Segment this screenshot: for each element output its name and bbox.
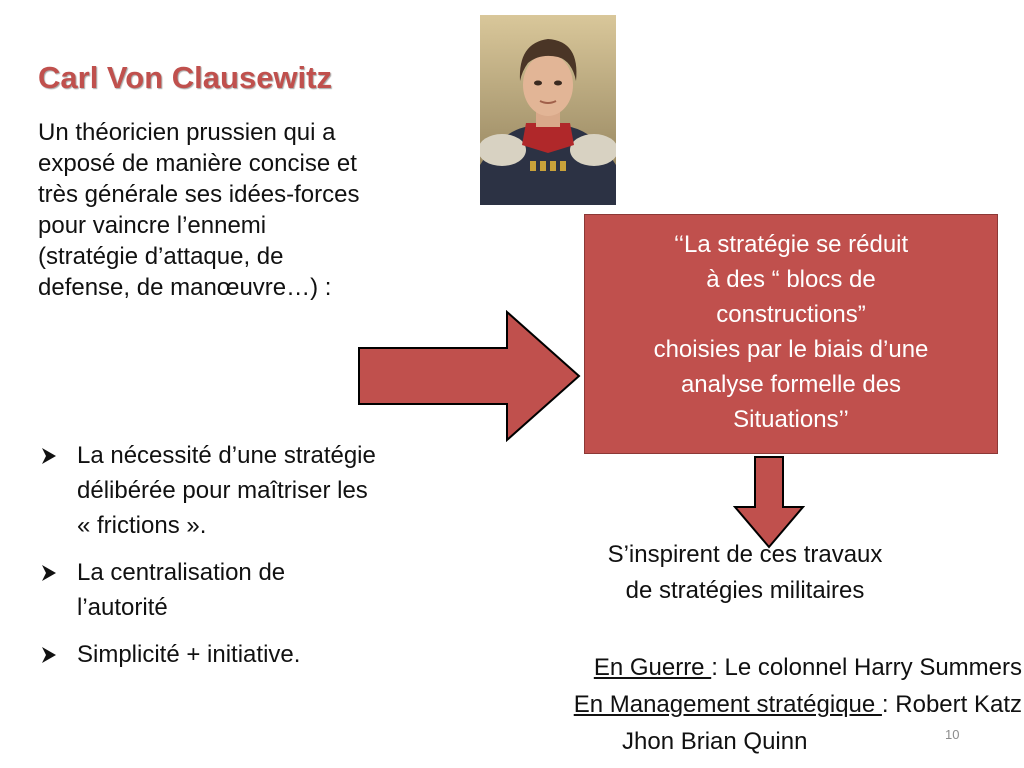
reference-separator: : bbox=[711, 654, 725, 681]
intro-line: exposé de manière concise et bbox=[38, 150, 357, 177]
intro-line: defense, de manœuvre…) : bbox=[38, 274, 332, 301]
bullet-text: La centralisation de bbox=[77, 559, 286, 586]
quote-line: choisies par le biais d’une bbox=[653, 336, 929, 363]
reference-value: Robert Katz bbox=[895, 691, 1022, 718]
bullet-text: délibérée pour maîtriser les bbox=[77, 477, 368, 504]
bullet-item bbox=[40, 438, 480, 543]
bullet-item bbox=[40, 555, 480, 625]
reference-separator: : bbox=[881, 691, 896, 718]
intro-paragraph bbox=[38, 117, 478, 303]
reference-war bbox=[594, 650, 1022, 686]
quote-line: ‘‘La stratégie se réduit bbox=[673, 231, 909, 258]
intro-line: très générale ses idées-forces bbox=[38, 181, 360, 208]
reference-management bbox=[574, 687, 1022, 723]
inspire-line: de stratégies militaires bbox=[625, 577, 865, 604]
reference-label: En Guerre bbox=[593, 654, 712, 681]
down-arrow-shape bbox=[733, 455, 805, 549]
bullet-list bbox=[40, 438, 480, 684]
arrowhead-bullet-icon bbox=[40, 447, 58, 465]
bullet-text: « frictions ». bbox=[77, 512, 207, 539]
reference-value: Le colonnel Harry Summers bbox=[724, 654, 1022, 681]
reference-label: En Management stratégique bbox=[573, 691, 882, 718]
inspire-line: S’inspirent de ces travaux bbox=[607, 541, 883, 568]
arrowhead-bullet-icon bbox=[40, 646, 58, 664]
quote-line: Situations’’ bbox=[733, 406, 849, 433]
quote-box bbox=[584, 214, 998, 454]
bullet-text: La nécessité d’une stratégie bbox=[77, 442, 376, 469]
bullet-item bbox=[40, 637, 480, 672]
bullet-text: l’autorité bbox=[77, 594, 168, 621]
reference-tail: Jhon Brian Quinn bbox=[622, 728, 808, 755]
portrait-image bbox=[480, 15, 616, 205]
slide-title: Carl Von Clausewitz bbox=[38, 60, 332, 95]
inspire-text bbox=[520, 537, 970, 609]
intro-line: (stratégie d’attaque, de bbox=[38, 243, 284, 270]
intro-line: Un théoricien prussien qui a bbox=[38, 119, 336, 146]
quote-line: analyse formelle des bbox=[680, 371, 902, 398]
intro-line: pour vaincre l’ennemi bbox=[38, 212, 267, 239]
bullet-text: Simplicité + initiative. bbox=[77, 641, 301, 668]
quote-line: constructions” bbox=[716, 301, 866, 328]
quote-line: à des “ blocs de bbox=[706, 266, 876, 293]
right-arrow-shape bbox=[357, 310, 583, 442]
arrowhead-bullet-icon bbox=[40, 564, 58, 582]
page-number: 10 bbox=[945, 727, 960, 742]
